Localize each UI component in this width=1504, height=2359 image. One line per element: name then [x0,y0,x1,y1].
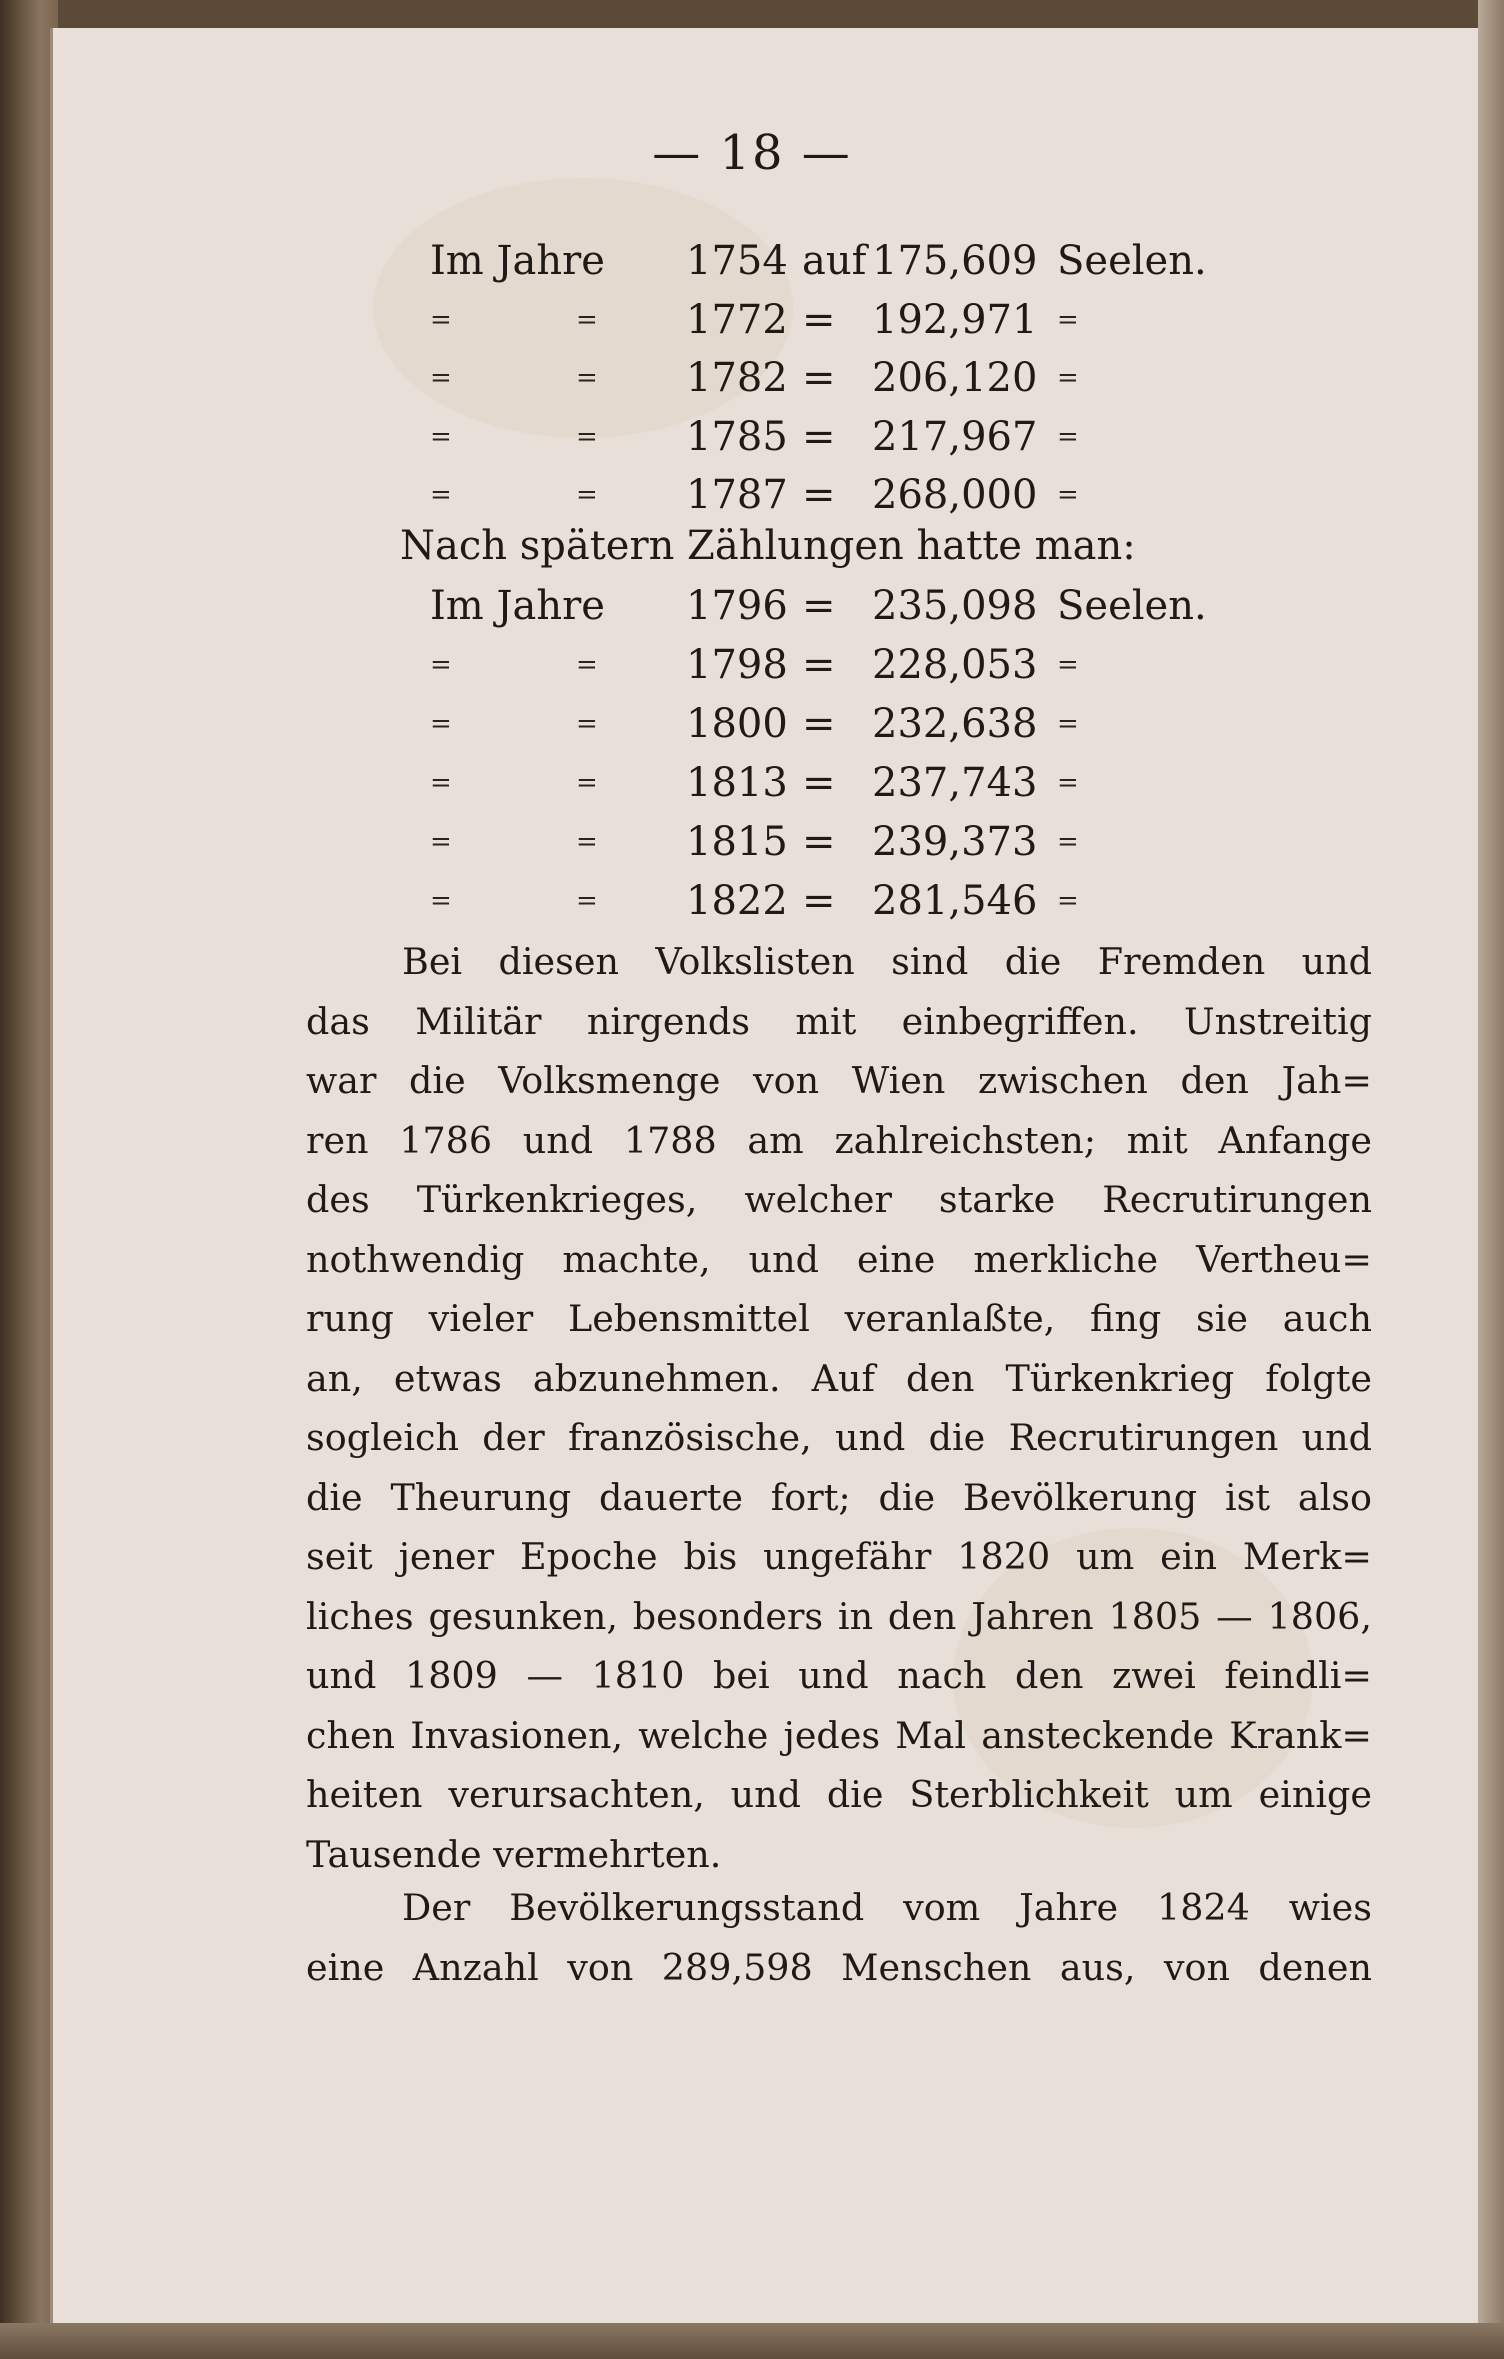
text-line: sogleich der französische, und die Recrutirungen und [306,1416,1372,1459]
census-row [0,754,1504,812]
census-eq: = [802,355,836,401]
census-count: 232,638 [872,701,1038,747]
text-line: und 1809 — 1810 bei und nach den zwei feindli= [306,1654,1372,1697]
census-lead: Im Jahre [430,238,605,284]
census-year: 1754 [686,238,788,284]
census-year: 1785 [686,413,788,460]
census-row [0,349,1504,407]
census-year: 1772 [686,296,788,343]
text-line: das Militär nirgends mit einbegriffen. Unstreitig [306,999,1372,1043]
census-year: 1822 [686,878,788,924]
census-year: 1800 [686,701,788,747]
census-lead: = = [430,363,656,393]
text-line: Bei diesen Volkslisten sind die Fremden und [402,940,1372,983]
census-year: 1813 [686,760,788,806]
census-row [0,577,1504,635]
census-eq: = [802,701,836,747]
census-lead: = = [430,304,656,335]
census-lead: Im Jahre [430,583,605,629]
text-line: Tausende vermehrten. [306,1832,722,1876]
census-row [0,636,1504,694]
census-lead: = = [430,768,656,798]
census-count: 281,546 [872,878,1038,924]
census-tail: = [1057,650,1079,680]
later-counts-heading: Nach spätern Zählungen hatte man: [400,523,1136,569]
census-count: 217,967 [872,413,1038,460]
census-count: 228,053 [872,642,1038,688]
census-lead: = = [430,421,656,452]
census-row [0,695,1504,753]
census-year: 1798 [686,642,788,688]
text-line: die Theurung dauerte fort; die Bevölkerung ist also [306,1475,1372,1519]
census-lead: = = [430,827,656,857]
census-eq: = [802,472,836,518]
census-eq: = [802,760,836,806]
text-line: Der Bevölkerungsstand vom Jahre 1824 wies [402,1886,1372,1929]
census-eq: = [802,878,836,924]
census-tail: = [1057,827,1079,857]
bottom-edge [0,2323,1504,2359]
text-line: an, etwas abzunehmen. Auf den Türkenkrieg folgte [306,1356,1372,1400]
census-lead: = = [430,886,656,916]
census-eq: = [802,583,836,629]
census-lead: = = [430,709,656,739]
census-count: 235,098 [872,583,1038,629]
census-row [0,813,1504,871]
text-line: nothwendig machte, und eine merkliche Vertheu= [306,1237,1372,1281]
census-tail: Seelen. [1057,583,1207,629]
census-eq: = [802,819,836,865]
census-count: 192,971 [872,296,1038,343]
text-line: seit jener Epoche bis ungefähr 1820 um ein Merk= [306,1535,1372,1578]
census-row [0,466,1504,524]
census-row [0,872,1504,930]
census-tail: = [1057,709,1079,739]
census-row [0,291,1504,349]
text-line: heiten verursachten, und die Sterblichkeit um einige [306,1773,1372,1816]
text-line: chen Invasionen, welche jedes Mal ansteckende Krank= [306,1713,1372,1757]
text-line: ren 1786 und 1788 am zahlreichsten; mit Anfange [306,1118,1372,1162]
text-line: eine Anzahl von 289,598 Menschen aus, von denen [306,1945,1372,1989]
census-year: 1787 [686,472,788,518]
text-line: des Türkenkrieges, welcher starke Recrutirungen [306,1178,1372,1221]
census-count: 268,000 [872,472,1038,518]
census-eq: = [802,413,836,460]
census-tail: = [1057,304,1079,335]
census-eq: auf [802,238,867,284]
census-year: 1782 [686,355,788,401]
census-row [0,232,1504,290]
census-tail: = [1057,886,1079,916]
census-eq: = [802,296,836,343]
census-tail: = [1057,363,1079,393]
text-line: war die Volksmenge von Wien zwischen den Jah= [306,1059,1372,1102]
text-line: liches gesunken, besonders in den Jahren 1805 — 1806, [306,1594,1372,1638]
text-line: rung vieler Lebensmittel veranlaßte, fing sie auch [306,1297,1372,1340]
census-count: 237,743 [872,760,1038,806]
census-tail: = [1057,421,1079,452]
paragraph-population-notes [306,932,1372,1884]
census-count: 239,373 [872,819,1038,865]
census-row [0,408,1504,466]
census-lead: = = [430,650,656,680]
census-tail: = [1057,768,1079,798]
census-year: 1796 [686,583,788,629]
census-count: 175,609 [872,238,1038,284]
census-lead: = = [430,480,656,510]
census-tail: = [1057,480,1079,510]
page-number: — 18 — [652,125,852,181]
census-count: 206,120 [872,355,1038,401]
census-year: 1815 [686,819,788,865]
paragraph-1824-census [306,1878,1372,1997]
census-eq: = [802,642,836,688]
census-tail: Seelen. [1057,238,1207,284]
